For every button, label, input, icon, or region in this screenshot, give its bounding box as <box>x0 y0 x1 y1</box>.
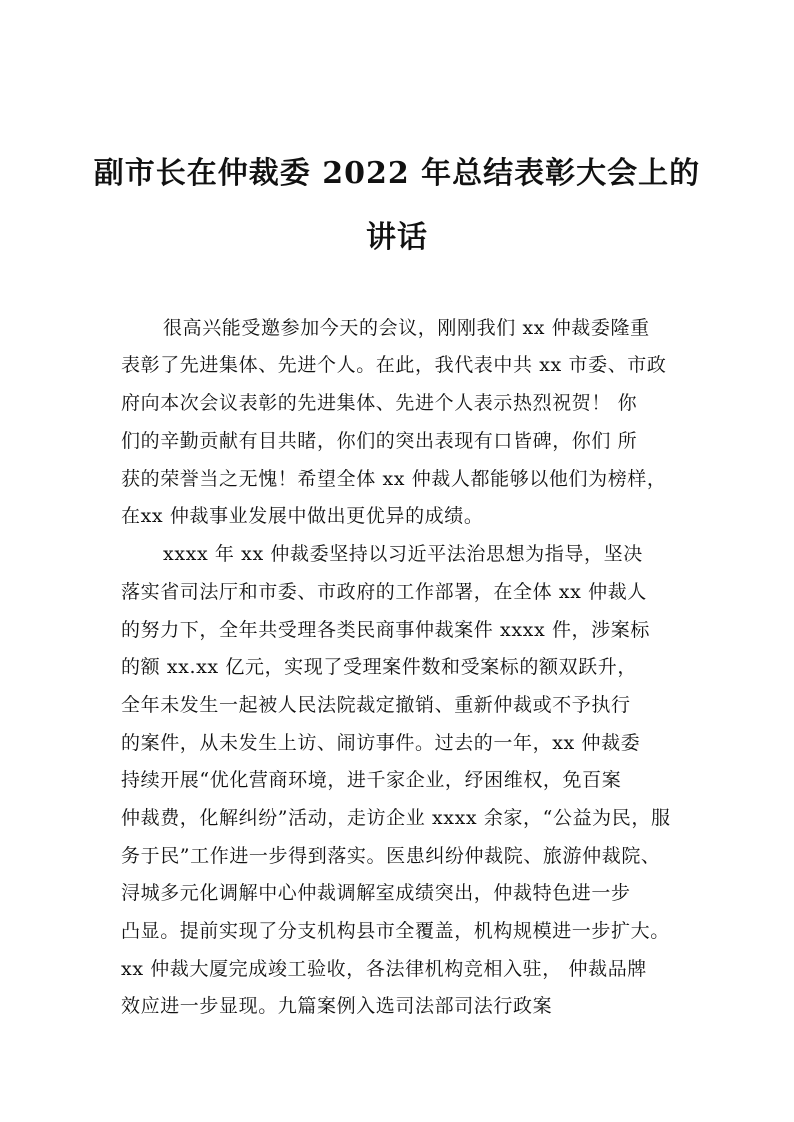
body-line: 凸显。提前实现了分支机构县市全覆盖，机构规模进一步扩大。 <box>121 920 670 942</box>
body-line: 的努力下，全年共受理各类民商事仲裁案件 xxxx 件，涉案标 <box>121 619 650 641</box>
body-line: 获的荣誉当之无愧！希望全体 xx 仲裁人都能够以他们为榜样， <box>121 468 667 490</box>
body-line: xxxx 年 xx 仲裁委坚持以习近平法治思想为指导，坚决 <box>163 543 643 565</box>
body-line: xx 仲裁大厦完成竣工验收，各法律机构竞相入驻， 仲裁品牌 <box>121 958 647 980</box>
body-line: 落实省司法厅和市委、市政府的工作部署，在全体 xx 仲裁人 <box>121 581 647 603</box>
body-line: 浔城多元化调解中心仲裁调解室成绩突出，仲裁特色进一步 <box>121 882 631 904</box>
body-line: 仲裁费，化解纠纷”活动，走访企业 xxxx 余家，“公益为民，服 <box>121 807 671 829</box>
body-line: 在xx 仲裁事业发展中做出更优异的成绩。 <box>121 505 484 527</box>
body-line: 很高兴能受邀参加今天的会议，刚刚我们 xx 仲裁委隆重 <box>163 317 650 339</box>
body-line: 效应进一步显现。九篇案例入选司法部司法行政案 <box>121 995 553 1017</box>
body-line: 务于民”工作进一步得到落实。医患纠纷仲裁院、旅游仲裁院、 <box>121 845 661 867</box>
body-line: 全年未发生一起被人民法院裁定撤销、重新仲裁或不予执行 <box>121 694 631 716</box>
body-line: 持续开展“优化营商环境，进千家企业，纾困维权，免百案 <box>121 769 622 791</box>
body-line: 们的辛勤贡献有目共睹，你们的突出表现有口皆碑，你们 所 <box>121 430 638 452</box>
body-line: 府向本次会议表彰的先进集体、先进个人表示热烈祝贺！ 你 <box>121 392 638 414</box>
body-line: 的案件，从未发生上访、闹访事件。过去的一年，xx 仲裁委 <box>121 732 641 754</box>
document-title-line-1: 副市长在仲裁委 2022 年总结表彰大会上的 <box>93 156 701 191</box>
body-line: 的额 xx.xx 亿元，实现了受理案件数和受案标的额双跃升， <box>121 656 637 678</box>
document-title-line-2: 讲话 <box>366 220 428 255</box>
body-line: 表彰了先进集体、先进个人。在此，我代表中共 xx 市委、市政 <box>121 354 667 376</box>
